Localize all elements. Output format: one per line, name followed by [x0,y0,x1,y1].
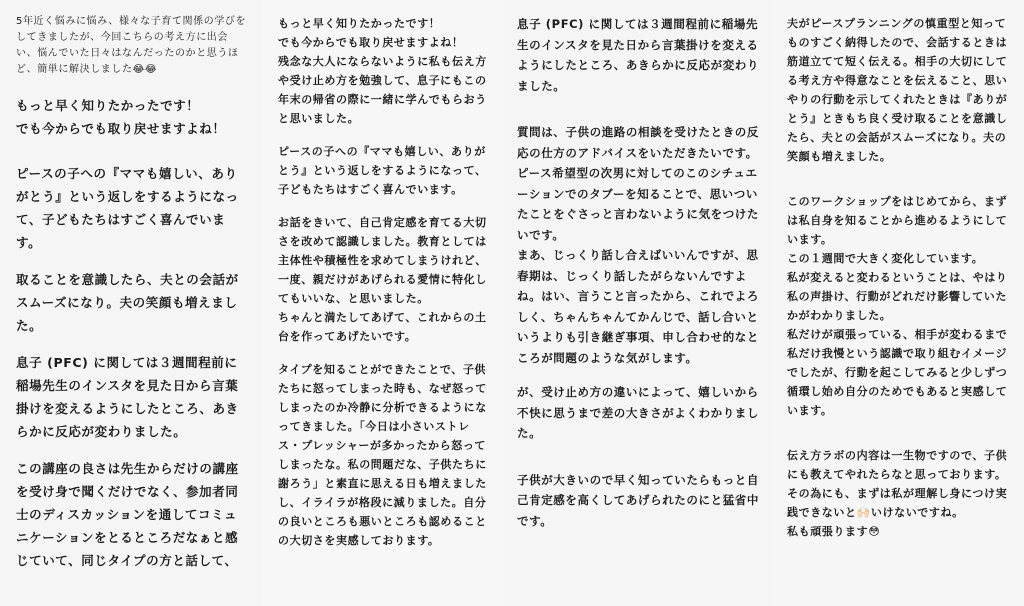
testimonial-text: 伝え方ラボの内容は一生物ですので、子供にも教えてやれたらなと思っております。 その為にも、まずは私が理解し身につけ実践できないと🙌🏻いけないですね。 私も頑張ります😳 [787,449,1008,538]
testimonial-column-2 [262,0,502,606]
testimonial-text: 質問は、子供の進路の相談を受けたときの反応の仕方のアドバイスをいただきたいです。ピース希望型の次男に対してのこのシチュエーションでのタブーを知ることで、思いついたことをぐさっと言わないように気をつけたいです。 まあ、じっくり話し合えばいいんですが、思春期は、じっくり話したがらないんですよね。はい、言うこと言ったから、これでよろしく、ちゃんちゃんてかんじで、話し合いというよりも引き継ぎ事項、申し合わせ的なところが問題のような気がします。 [517,125,759,365]
testimonial-text: タイプを知ることができたことで、子供たちに怒ってしまった時も、なぜ怒ってしまったのか冷静に分析できるようになってきました。｢今日は小さいストレス・プレッシャーが多かったから怒ってしまったな。私の問題だな、子供たちに謝ろう」と素直に思える日も増えましたし、イライラが格段に減りました。自分の良いところも悪いところも認めることの大切さを実感しております。 [278,363,487,547]
testimonial-text: が、受け止め方の違いによって、嬉しいから不快に思うまで差の大きさがよくわかりました。 [517,385,759,440]
testimonial-text: お話をきいて、自己肯定感を育てる大切さを改めて認識しました。教育としては主体性や積極性を求めてしまうけれど、一度、親だけがあげられる愛情に特化してもいいな、と思いました。 ちゃんと満たしてあげて、これからの土台を作ってあげたいです。 [278,216,487,343]
testimonial-text: 息子 (PFC) に関しては３週間程前に稲場先生のインスタを見た日から言葉掛けを変えるようにしたところ、あきらかに反応が変わりました。 [16,355,239,439]
testimonial-text: ピースの子への『ママも嬉しい、ありがとう』という返しをするようになって、子どもたちはすごく喜んでいます。 [278,145,487,196]
testimonial-text: このワークショップをはじめてから、まずは私自身を知ることから進めるようにしています。 この１週間で大きく変化しています。 私が変えると変わるということは、やはり私の声掛け、行動がどれだけ影響していたかがわかりました。 私だけが頑張っている、相手が変わるまで私だけ我慢という認識で取り組むイメージでしたが、行動を起こしてみると少しずつ循環し始め自分のためでもあると実感しています。 [787,195,1008,417]
testimonial-text: もっと早く知りたかったです！ でも今からでも取り戻せますよね！ [16,98,226,136]
testimonial-text: 5年近く悩みに悩み、様々な子育て関係の学びをしてきましたが、今回こちらの考え方に出会い、悩んでいた日々はなんだったのかと思うほど、簡単に解決しました😂😂 [16,16,247,75]
testimonial-column-3 [503,0,772,606]
testimonial-text: 子供が大きいので早く知っていたらもっと自己肯定感を高くしてあげられたのにと猛省中です。 [517,472,759,528]
testimonial-text: 夫がピースプランニングの慎重型と知ってものすごく納得したので、会話するときは 筋道立てて短く伝える。相手の大切にしてる考え方や得意なことを伝えること、思いやりの行動を示してくれたときは『ありがとう』ときもち良く受け取ることを意識したら、夫との会話がスムーズになり。夫の笑顔も増えました。 [787,17,1008,163]
testimonial-text: 息子 (PFC) に関しては３週間程前に稲場先生のインスタを見た日から言葉掛けを変えるようにしたところ、あきらかに反応が変わりました。 [517,17,759,93]
testimonial-text: もっと早く知りたかったです！ でも今からでも取り戻せますよね！ 残念な大人にならないように私も伝え方や受け止め方を勉強して、息子にもこの年末の帰省の際に一緒に学んでもらおうと思いました。 [278,17,487,125]
testimonial-text: 取ることを意識したら、夫との会話がスムーズになり。夫の笑顔も増えました。 [16,272,239,333]
testimonial-text: この講座の良さは先生からだけの講座を受け身で聞くだけでなく、参加者同士のディスカッションを通してコミュニケーションをとるところだなぁと感じていて、同じタイプの方と話して、 [16,461,239,568]
testimonial-column-1 [0,0,261,606]
testimonial-text: ピースの子への『ママも嬉しい、ありがとう』という返しをするようになって、子どもたちはすごく喜んでいます。 [16,166,239,250]
testimonial-column-4 [773,0,1024,606]
